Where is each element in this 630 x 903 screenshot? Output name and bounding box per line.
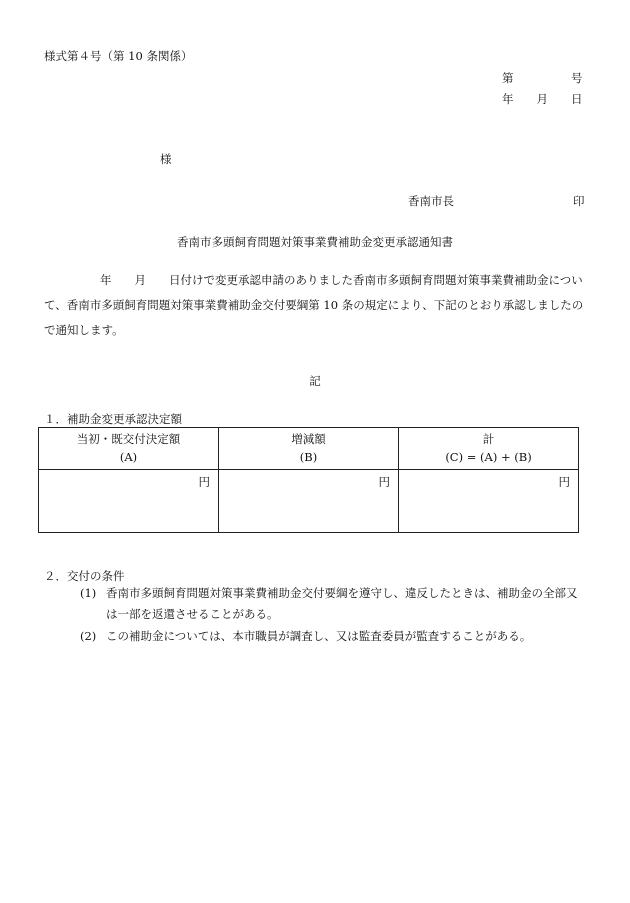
cell-initial-amount: [39, 470, 219, 533]
condition-text: 香南市多頭飼育問題対策事業費補助金交付要綱を遵守し、違反したときは、補助金の全部又は一部を返還させることがある。: [106, 586, 578, 621]
col-total-sub: (C) = (A) + (B): [445, 450, 532, 464]
condition-item: [80, 583, 590, 625]
unit-label: 円: [198, 475, 210, 489]
col-total-header: [399, 428, 579, 470]
col-total-label: 計: [482, 432, 495, 446]
condition-number: (2): [80, 629, 97, 643]
col-change-label: 増減額: [291, 432, 326, 446]
cell-total-amount: [399, 470, 579, 533]
col-initial-sub: (A): [119, 450, 138, 464]
condition-number: (1): [80, 586, 97, 600]
document-title: 香南市多頭飼育問題対策事業費補助金変更承認通知書: [177, 235, 453, 249]
body-text: 年 月 日付けで変更承認申請のありました香南市多頭飼育問題対策事業費補助金について、香南市多頭飼育問題対策事業費補助金交付要綱第 10 条の規定により、下記のとおり承認しましたので通知します。: [44, 273, 584, 337]
section1-heading: １．補助金変更承認決定額: [44, 412, 182, 426]
form-number: 様式第４号（第 10 条関係）: [44, 49, 193, 63]
seal-mark: 印: [573, 194, 585, 208]
table-header-row: [39, 428, 579, 470]
condition-item: [80, 626, 590, 647]
document-number: 第 号: [502, 71, 583, 85]
section2-heading: ２．交付の条件: [44, 569, 125, 583]
amount-table: [38, 427, 579, 533]
addressee-suffix: 様: [160, 152, 172, 166]
document-date: 年 月 日: [502, 92, 583, 106]
table-value-row: [39, 470, 579, 533]
col-initial-label: 当初・既交付決定額: [76, 432, 181, 446]
body-paragraph: [44, 268, 592, 343]
col-change-header: [219, 428, 399, 470]
cell-change-amount: [219, 470, 399, 533]
ki-heading: 記: [309, 374, 321, 388]
condition-text: この補助金については、本市職員が調査し、又は監査委員が監査することがある。: [106, 629, 532, 643]
col-initial-header: [39, 428, 219, 470]
col-change-sub: (B): [299, 450, 318, 464]
unit-label: 円: [378, 475, 390, 489]
unit-label: 円: [558, 475, 570, 489]
sender-name: 香南市長: [408, 194, 454, 208]
